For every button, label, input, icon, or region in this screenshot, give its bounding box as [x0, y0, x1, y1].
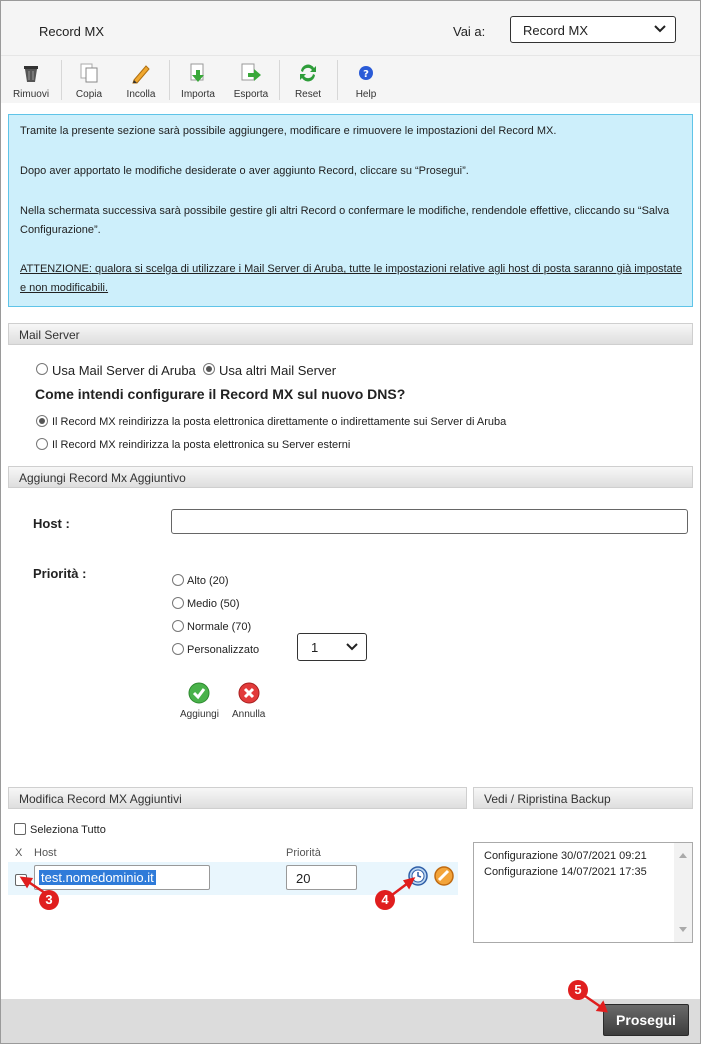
info-text-1: Tramite la presente sezione sarà possibile aggiungere, modificare e rimuovere le impostazioni del Record MX. [20, 125, 557, 137]
radio-aruba-server-label: Usa Mail Server di Aruba [52, 363, 196, 378]
backup-title: Vedi / Ripristina Backup [484, 792, 611, 806]
import-label: Importa [181, 89, 215, 100]
reset-label: Reset [294, 89, 322, 100]
goto-select-value: Record MX [523, 23, 589, 38]
row-priority-value: 20 [296, 871, 311, 886]
annotation-badge-3: 3 [39, 890, 59, 910]
select-all-label: Seleziona Tutto [30, 824, 106, 836]
add-button-label: Aggiungi [180, 709, 219, 720]
goto-label: Vai a: [453, 24, 486, 39]
row-host-value: test.nomedominio.it [41, 870, 154, 885]
priority-normal-label: Normale (70) [187, 621, 252, 633]
paste-label: Incolla [126, 89, 156, 100]
radio-other-server-label: Usa altri Mail Server [219, 363, 337, 378]
annotation-badge-4: 4 [375, 890, 395, 910]
info-warning: ATTENZIONE: qualora si scelga di utilizzare i Mail Server di Aruba, tutte le impostazioni relative agli host di posta saranno già impostate e non modificabili. [20, 263, 682, 294]
backup-item[interactable]: Configurazione 30/07/2021 09:21 [484, 850, 647, 862]
info-text-2: Dopo aver apportato le modifiche desiderate o aver aggiunto Record, cliccare su “Prosegui”. [20, 165, 469, 177]
add-record-title: Aggiungi Record Mx Aggiuntivo [19, 471, 186, 485]
export-label: Esporta [233, 89, 269, 100]
cancel-button-label: Annulla [232, 709, 266, 720]
custom-priority-value: 1 [311, 640, 319, 655]
priority-high-label: Alto (20) [187, 575, 229, 587]
info-text-3: Nella schermata successiva sarà possibile gestire gli altri Record o confermare le modifiche, rendendole effettive, cliccando su “Salva Configurazione”. [20, 205, 670, 236]
radio-aruba-redirect-label: Il Record MX reindirizza la posta elettronica direttamente o indirettamente sui Server di Aruba [52, 416, 507, 428]
copy-label: Copia [75, 89, 103, 100]
column-header-host: Host [34, 847, 57, 859]
column-header-x: X [15, 847, 23, 859]
radio-external-redirect-label: Il Record MX reindirizza la posta elettronica su Server esterni [52, 439, 351, 451]
page-title: Record MX [39, 24, 105, 39]
priority-custom-label: Personalizzato [187, 644, 260, 656]
dns-question: Come intendi configurare il Record MX sul nuovo DNS? [35, 386, 406, 402]
remove-label: Rimuovi [12, 89, 50, 100]
svg-text:?: ? [363, 69, 369, 80]
mail-server-title: Mail Server [19, 328, 80, 342]
help-label: Help [355, 89, 377, 100]
priority-label: Priorità : [33, 566, 87, 581]
priority-medium-label: Medio (50) [187, 598, 240, 610]
modify-records-title: Modifica Record MX Aggiuntivi [19, 792, 182, 806]
prosegui-button[interactable]: Prosegui [603, 1004, 689, 1036]
backup-item[interactable]: Configurazione 14/07/2021 17:35 [484, 866, 647, 878]
annotation-badge-5: 5 [568, 980, 588, 1000]
host-label: Host : [33, 516, 70, 531]
column-header-priority: Priorità [286, 847, 321, 859]
